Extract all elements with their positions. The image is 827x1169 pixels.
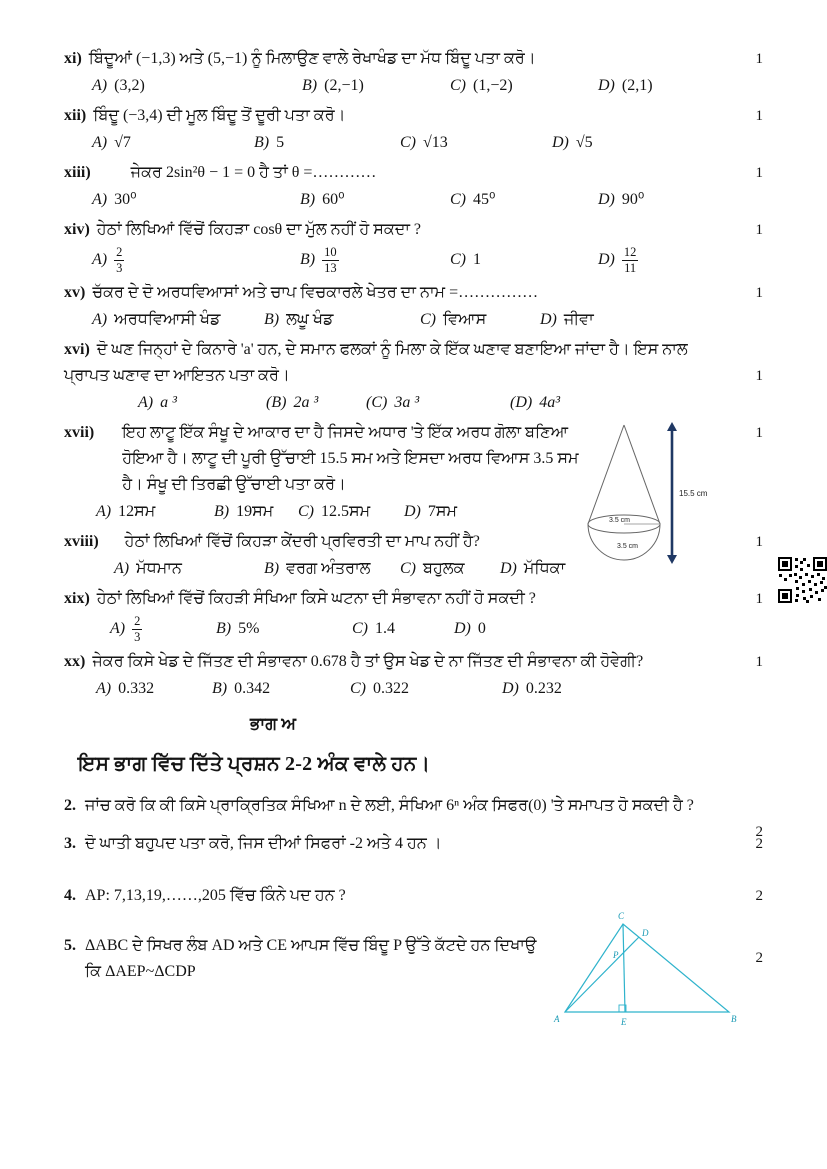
fraction-denominator: 11 — [624, 260, 637, 275]
options-row — [64, 243, 763, 277]
question-head — [64, 217, 763, 243]
option-label: D) — [598, 77, 615, 94]
option-label: D) — [598, 250, 615, 268]
marks-value: 2 — [755, 950, 763, 966]
option-a — [92, 245, 300, 275]
marks-value: 1 — [755, 368, 763, 384]
option-value: 0.332 — [118, 680, 155, 697]
question-text: ਦੋ ਘਣ ਜਿਨ੍ਹਾਂ ਦੇ ਕਿਨਾਰੇ 'a' ਹਨ, ਦੇ ਸਮਾਨ ਫਲਕਾਂ ਨੂੰ ਮਿਲਾ ਕੇ ਇੱਕ ਘਣਾਵ ਬਣਾਇਆ ਜਾਂਦਾ ਹੈ। ਇਸ ਨਾਲ ਪ੍ਰਾਪਤ ਘਣਾਵ ਦਾ ਆਇਤਨ ਪਤਾ ਕਰੋ। — [64, 341, 688, 384]
option-value: (1,−2) — [473, 77, 513, 94]
option-label: (B) — [266, 394, 287, 411]
section-subtitle: ਇਸ ਭਾਗ ਵਿੱਚ ਦਿੱਤੇ ਪ੍ਰਸ਼ਨ 2-2 ਅੰਕ ਵਾਲੇ ਹਨ। — [78, 753, 431, 775]
option-value: √7 — [114, 134, 131, 151]
question-text: AP: 7,13,19,……,205 ਵਿੱਚ ਕਿੰਨੇ ਪਦ ਹਨ ? — [85, 887, 346, 904]
option-b — [300, 245, 450, 275]
point-e-label: E — [621, 1017, 627, 1027]
option-a — [92, 186, 300, 214]
option-value: √5 — [575, 134, 593, 151]
question-number: xiv) — [64, 221, 90, 238]
option-value: (2,−1) — [324, 77, 364, 94]
option-a — [92, 129, 254, 157]
option-label: D) — [500, 560, 517, 577]
marks-value: 1 — [755, 285, 763, 301]
option-d — [598, 72, 763, 100]
options-row — [64, 498, 544, 526]
option-label: D) — [598, 191, 615, 208]
option-a — [92, 306, 264, 334]
marks-value: 1 — [755, 534, 763, 550]
question-text: ਇਹ ਲਾਟੂ ਇੱਕ ਸੰਖੂ ਦੇ ਆਕਾਰ ਦਾ ਹੈ ਜਿਸਦੇ ਅਧਾਰ 'ਤੇ ਇੱਕ ਅਰਧ ਗੋਲਾ ਬਣਿਆ ਹੋਇਆ ਹੈ। ਲਾਟੂ ਦੀ ਪੂਰੀ ਉੱਚਾਈ 15.5 ਸਮ ਅਤੇ ਇਸਦਾ ਅਰਧ ਵਿਆਸ 3.5 ਸਮ ਹੈ। ਸੰਖੂ ਦੀ ਤਿਰਛੀ ਉੱਚਾਈ ਪਤਾ ਕਰੋ। — [122, 424, 579, 493]
question-text: ΔABC ਦੇ ਸਿਖਰ ਲੰਬ AD ਅਤੇ CE ਆਪਸ ਵਿੱਚ ਬਿੰਦੂ P ਉੱਤੇ ਕੱਟਦੇ ਹਨ ਦਿਖਾਉ ਕਿ ΔAEP~ΔCDP — [85, 937, 537, 980]
options-row — [64, 186, 763, 214]
options-row — [64, 129, 763, 157]
option-label: A) — [96, 503, 112, 520]
fraction-denominator: 3 — [134, 629, 141, 644]
question-xix — [64, 586, 763, 646]
option-label: B) — [212, 680, 228, 697]
options-row — [64, 555, 763, 583]
section-title: ਭਾਗ ਅ — [250, 714, 296, 733]
option-b — [216, 615, 352, 643]
question-xv — [64, 280, 763, 334]
marks-value: 1 — [755, 654, 763, 670]
question-number: xiii) — [64, 164, 91, 181]
vertex-a-label: A — [554, 1014, 560, 1024]
option-value: 0.232 — [525, 680, 562, 697]
marks-value: 1 — [755, 222, 763, 238]
option-c — [400, 129, 552, 157]
option-a — [92, 72, 302, 100]
option-value: 1.4 — [375, 620, 395, 637]
options-row — [64, 612, 763, 646]
marks-value: 2 — [755, 888, 763, 904]
option-d — [454, 615, 763, 643]
question-number: 4. — [64, 887, 76, 904]
option-label: A) — [92, 311, 108, 328]
option-b — [264, 306, 420, 334]
option-c — [400, 555, 500, 583]
question-head — [64, 103, 763, 129]
option-value: ਬਹੁਲਕ — [423, 560, 465, 577]
marks-value: 1 — [755, 165, 763, 181]
vertex-b-label: B — [731, 1014, 737, 1024]
question-text: ਬਿੰਦੂਆਂ (−1,3) ਅਤੇ (5,−1) ਨੂੰ ਮਿਲਾਉਣ ਵਾਲੇ ਰੇਖਾਖੰਡ ਦਾ ਮੱਧ ਬਿੰਦੂ ਪਤਾ ਕਰੋ। — [88, 50, 536, 67]
option-label: C) — [420, 311, 436, 328]
triangle-figure — [553, 909, 739, 1031]
fraction-numerator: 2 — [134, 614, 141, 629]
question-xx — [64, 649, 763, 703]
option-b — [266, 389, 366, 417]
option-value: (2,1) — [621, 77, 653, 94]
option-a — [114, 555, 264, 583]
option-value: (3,2) — [114, 77, 145, 94]
option-b — [212, 675, 350, 703]
question-text: ਜੇਕਰ ਕਿਸੇ ਖੇਡ ਦੇ ਜਿੱਤਣ ਦੀ ਸੰਭਾਵਨਾ 0.678 ਹੈ ਤਾਂ ਉਸ ਖੇਡ ਦੇ ਨਾ ਜਿੱਤਣ ਦੀ ਸੰਭਾਵਨਾ ਕੀ ਹੋਵੇਗੀ? — [92, 653, 644, 670]
options-row — [64, 389, 763, 417]
question-number: 5. — [64, 937, 76, 954]
option-c — [298, 498, 404, 526]
option-label: B) — [302, 77, 318, 94]
question-text: ਬਿੰਦੂ (−3,4) ਦੀ ਮੂਲ ਬਿੰਦੂ ਤੋਂ ਦੂਰੀ ਪਤਾ ਕਰੋ। — [93, 107, 346, 124]
option-label: B) — [264, 311, 280, 328]
option-label: A) — [96, 680, 112, 697]
option-label: A) — [92, 191, 108, 208]
question-xviii — [64, 529, 763, 583]
option-label: B) — [216, 620, 232, 637]
option-b — [214, 498, 298, 526]
option-value: 2a ³ — [293, 394, 319, 411]
marks-value: 1 — [755, 425, 763, 441]
option-value: 5% — [238, 620, 260, 637]
question-text: ਚੱਕਰ ਦੇ ਦੋ ਅਰਧਵਿਆਸਾਂ ਅਤੇ ਚਾਪ ਵਿਚਕਾਰਲੇ ਖੇਤਰ ਦਾ ਨਾਮ =…………… — [92, 284, 539, 301]
fraction — [622, 245, 639, 275]
option-label: C) — [298, 503, 314, 520]
question-text: ਦੋ ਘਾਤੀ ਬਹੁਪਦ ਪਤਾ ਕਰੋ, ਜਿਸ ਦੀਆਂ ਸਿਫਰਾਂ -2 ਅਤੇ 4 ਹਨ । — [85, 835, 442, 852]
question-number: xix) — [64, 590, 90, 607]
triangle-diagram — [553, 909, 739, 1031]
question-xiv — [64, 217, 763, 277]
option-c — [450, 72, 598, 100]
question-number: xii) — [64, 107, 87, 124]
option-label: (C) — [366, 394, 388, 411]
question-number: xvii) — [64, 424, 95, 441]
option-c — [450, 186, 598, 214]
option-d — [510, 389, 763, 417]
point-p-label: P — [613, 950, 619, 960]
option-label: B) — [300, 191, 316, 208]
question-number: xx) — [64, 653, 86, 670]
option-value: 5 — [276, 134, 285, 151]
option-value: ਵਰਗ ਅੰਤਰਾਲ — [286, 560, 371, 577]
options-row — [64, 675, 763, 703]
question-head — [64, 586, 763, 612]
point-d-label: D — [642, 928, 649, 938]
question-head — [64, 46, 763, 72]
option-d — [500, 555, 763, 583]
option-label: C) — [350, 680, 366, 697]
option-value: 45⁰ — [473, 191, 496, 208]
cone-radius-label-top: 3.5 cm — [609, 517, 631, 524]
fraction-numerator: 12 — [623, 245, 637, 260]
option-label: C) — [400, 560, 416, 577]
option-value: √13 — [423, 134, 448, 151]
question-3 — [64, 831, 763, 857]
question-text: ਹੇਠਾਂ ਲਿਖਿਆਂ ਵਿੱਚੋਂ ਕਿਹੜਾ ਕੇਂਦਰੀ ਪ੍ਰਵਿਰਤੀ ਦਾ ਮਾਪ ਨਹੀਂ ਹੈ? — [124, 533, 480, 550]
option-d — [598, 186, 763, 214]
cone-height-label: 15.5 cm — [679, 489, 708, 498]
option-label: A) — [138, 394, 154, 411]
question-xiii — [64, 160, 763, 214]
marks-value: 1 — [755, 591, 763, 607]
option-label: B) — [264, 560, 280, 577]
question-number: xviii) — [64, 533, 99, 550]
question-2 — [64, 793, 763, 840]
option-value: 12.5ਸਮ — [321, 503, 371, 520]
option-label: (D) — [510, 394, 533, 411]
question-number: 3. — [64, 835, 76, 852]
option-label: A) — [92, 134, 108, 151]
question-number: xi) — [64, 50, 82, 67]
option-label: C) — [450, 191, 466, 208]
question-head — [64, 649, 763, 675]
option-label: A) — [114, 560, 130, 577]
option-a — [138, 389, 266, 417]
option-label: D) — [502, 680, 519, 697]
option-b — [300, 186, 450, 214]
question-number: xv) — [64, 284, 86, 301]
option-label: D) — [404, 503, 421, 520]
fraction-denominator: 13 — [324, 260, 337, 275]
option-value: 0 — [477, 620, 486, 637]
option-value: 30⁰ — [114, 191, 137, 208]
fraction — [114, 245, 124, 275]
option-c — [366, 389, 510, 417]
option-value: 90⁰ — [621, 191, 645, 208]
option-label: C) — [450, 251, 466, 268]
option-value: ਮੱਧਮਾਨ — [136, 560, 182, 577]
option-d — [502, 675, 763, 703]
option-label: D) — [454, 620, 471, 637]
option-value: 60⁰ — [322, 191, 345, 208]
option-label: C) — [450, 77, 466, 94]
fraction-denominator: 3 — [116, 260, 123, 275]
option-a — [96, 675, 212, 703]
question-number: xvi) — [64, 341, 90, 358]
option-c — [450, 246, 598, 274]
option-a — [96, 498, 214, 526]
option-label: A) — [92, 250, 108, 268]
option-value: ਵਿਆਸ — [443, 311, 487, 328]
fraction — [322, 245, 339, 275]
option-label: B) — [254, 134, 270, 151]
cone-radius-label-bottom: 3.5 cm — [617, 543, 639, 550]
option-value: 7ਸਮ — [427, 503, 458, 520]
option-value: ਅਰਧਵਿਆਸੀ ਖੰਡ — [114, 311, 221, 328]
option-label: B) — [300, 250, 316, 268]
question-head — [64, 280, 763, 306]
options-row — [64, 306, 763, 334]
question-5 — [64, 911, 763, 1027]
option-label: D) — [552, 134, 569, 151]
option-d — [540, 306, 763, 334]
option-b — [264, 555, 400, 583]
options-row — [64, 72, 763, 100]
option-a — [110, 614, 216, 644]
marks-value: 2 — [755, 836, 763, 852]
question-xvi — [64, 337, 763, 417]
option-value: 0.322 — [373, 680, 409, 697]
option-label: C) — [352, 620, 368, 637]
option-value: 4a³ — [539, 394, 561, 411]
question-head — [64, 529, 763, 555]
marks-value: 2 — [755, 824, 763, 840]
fraction-numerator: 10 — [324, 245, 337, 260]
option-c — [350, 675, 502, 703]
question-number: 2. — [64, 797, 76, 814]
question-head — [64, 160, 763, 186]
marks-value: 1 — [755, 51, 763, 67]
option-value: ਜੀਵਾ — [563, 311, 594, 328]
fraction — [132, 614, 142, 644]
option-c — [352, 615, 454, 643]
question-text: ਜਾਂਚ ਕਰੋ ਕਿ ਕੀ ਕਿਸੇ ਪ੍ਰਾਕ੍ਰਿਤਿਕ ਸੰਖਿਆ n ਦੇ ਲਈ, ਸੰਖਿਆ 6ⁿ ਅੰਕ ਸਿਫਰ(0) 'ਤੇ ਸਮਾਪਤ ਹੋ ਸਕਦੀ ਹੈ ? — [85, 797, 694, 814]
vertex-c-label: C — [618, 911, 625, 921]
option-label: D) — [540, 311, 557, 328]
option-value: 12ਸਮ — [118, 503, 156, 520]
option-label: C) — [400, 134, 416, 151]
option-value: 3a ³ — [394, 394, 420, 411]
fraction-numerator: 2 — [116, 245, 123, 260]
option-d — [552, 129, 763, 157]
option-value: ਲਘੂ ਖੰਡ — [286, 311, 334, 328]
option-b — [302, 72, 450, 100]
option-c — [420, 306, 540, 334]
question-xi — [64, 46, 763, 100]
question-xii — [64, 103, 763, 157]
option-label: A) — [92, 77, 108, 94]
question-text: ਹੇਠਾਂ ਲਿਖਿਆਂ ਵਿੱਚੋਂ ਕਿਹੜੀ ਸੰਖਿਆ ਕਿਸੇ ਘਟਨਾ ਦੀ ਸੰਭਾਵਨਾ ਨਹੀਂ ਹੋ ਸਕਦੀ ? — [96, 590, 536, 607]
option-d — [404, 498, 544, 526]
option-label: A) — [110, 619, 126, 637]
option-value: ਮੱਧਿਕਾ — [523, 560, 566, 577]
option-b — [254, 129, 400, 157]
question-text: ਜੇਕਰ 2sin²θ − 1 = 0 ਹੈ ਤਾਂ θ =………… — [130, 164, 377, 181]
option-d — [598, 245, 763, 275]
option-value: 0.342 — [234, 680, 271, 697]
marks-value: 1 — [755, 108, 763, 124]
question-head — [64, 337, 763, 389]
option-label: B) — [214, 503, 230, 520]
question-text: ਹੇਠਾਂ ਲਿਖਿਆਂ ਵਿੱਚੋਂ ਕਿਹੜਾ cosθ ਦਾ ਮੁੱਲ ਨਹੀਂ ਹੋ ਸਕਦਾ ? — [96, 221, 422, 238]
qr-code — [778, 557, 827, 603]
option-value: 19ਸਮ — [236, 503, 274, 520]
option-value: a ³ — [160, 394, 177, 411]
question-4 — [64, 883, 763, 909]
option-value: 1 — [473, 251, 481, 268]
